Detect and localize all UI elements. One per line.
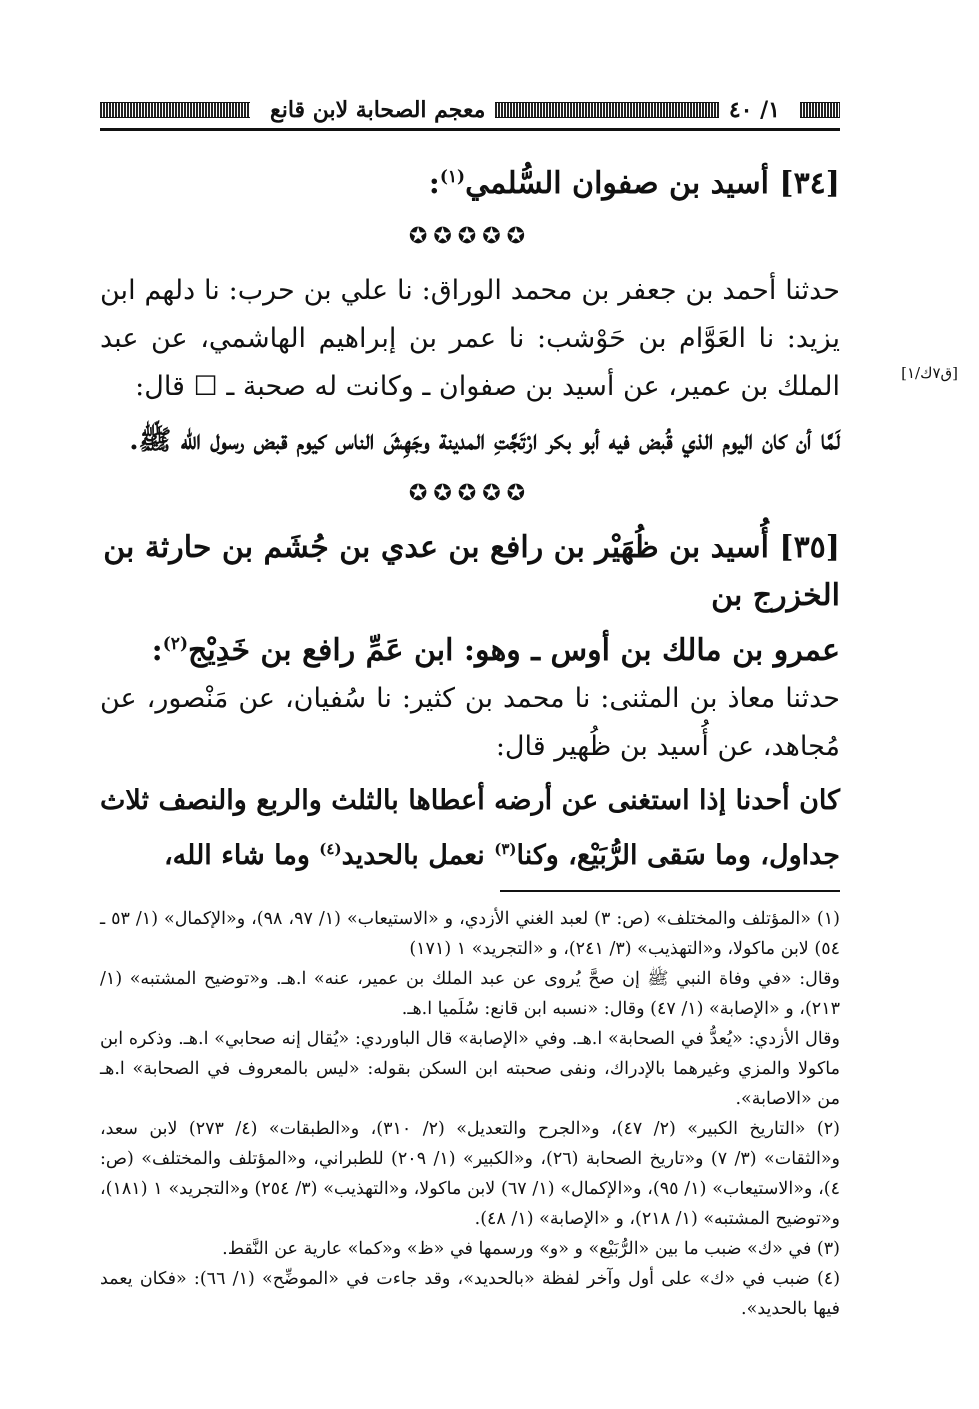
footnote-1-continued: وقال: «في وفاة النبي ﷺ إن صحَّ يُروى عن عبد الملك بن عمير، عنه» ا.هـ. و«توضيح المشتبه» (١/ ٢١٣)، و «الإصابة» (١/ ٤٧) وقال: «نسبه ابن قانع: سُلَميا ا.هـ. <box>100 969 840 1019</box>
page-number: ١/ ٤٠ <box>728 97 780 123</box>
footnote-4: (٤) ضبب في «ك» على أول وآخر لفظة «بالحديد»، وقد جاءت في «الموضِّح» (١/ ٦٦): «فكان يعمد فيها بالحديد». <box>100 1269 841 1319</box>
footnote-2: (٢) «التاريخ الكبير» (٢/ ٤٧)، و«الجرح والتعديل» (٢/ ٣١٠)، و«الطبقات» (٤/ ٢٧٣) لابن سعد، و«الثقات» (٣/ ٧) و«تاريخ الصحابة (٢٦)، و«الكبير» (١/ ٢٠٩) للطبراني، و«المؤتلف والمختلف» (ص: ٤)، و«الاستيعاب» (١/ ٩٥)، و«الإكمال» (١/ ٦٧) لابن ماكولا، و«التهذيب» (٣/ ٢٥٤) و«التجريد» ١ (١٨١)، و«توضيح المشتبه» (١/ ٢١٨)، و «الإصابة» (١/ ٤٨). <box>100 1119 841 1229</box>
footnote-ref-3[interactable]: (٣) <box>494 840 517 858</box>
manuscript-margin-note: [ق٧ك/١] <box>901 364 958 382</box>
book-title: معجم الصحابة لابن قانع <box>270 97 486 123</box>
footnote-ref-2[interactable]: (٢) <box>162 634 188 654</box>
footnote-ref-1[interactable]: (١) <box>439 167 466 187</box>
entry-35-title-line-1: [٣٥] أُسيد بن ظُهَيْر بن رافع بن عدي بن جُشَم بن حارثة بن الخزرج بن <box>103 530 840 613</box>
footnotes <box>100 904 840 1324</box>
footnote-1: (١) «المؤتلف والمختلف» (ص: ٣) لعبد الغني الأزدي، و «الاستيعاب» (١/ ٩٧، ٩٨)، و«الإكمال» (١/ ٥٣ ـ ٥٤) لابن ماكولا، و«التهذيب» (٣/ ٢٤١)، و «التجريد» ١ (١٧١) <box>100 909 840 959</box>
entry-35-matn: كان أحدنا إذا استغنى عن أرضه أعطاها بالثلث والربع والنصف ثلاث جداول، وما سَقى الرُّبَيْع، وكنا$^{(٣)}$ نعمل بالحديد$^{(٤)}$ وما شاء الله، <box>100 785 840 871</box>
entry-34-matn: لَمَّا أن كان اليوم الذي قُبض فيه أبو بكر ارْتَجَّتِ المدينة وجَهِشَ الناس كيوم قبض رسول الله ﷺ. <box>129 425 840 456</box>
star-divider: ✪✪✪✪✪ <box>408 481 532 506</box>
footnote-1-continued: وقال الأزدي: «يُعدُّ في الصحابة» ا.هـ. وفي «الإصابة» قال الباوردي: «يُقال إنه صحابي» ا.هـ. وذكره ابن ماكولا والمزي وغيرهما بالإدراك، ونفى صحبته ابن السكن بقوله: «ليس بالمعروف في الصحابة» ا.هـ من «الاصابة». <box>100 1029 840 1109</box>
entry-34-isnad: حدثنا أحمد بن جعفر بن محمد الوراق: نا علي بن حرب: نا دلهم ابن يزيد: نا العَوَّام بن حَوْشب: نا عمر بن إبراهيم الهاشمي، عن عبد الملك بن عمير، عن أسيد بن صفوان ـ وكانت له صحبة ـ ☐ قال: <box>100 275 840 402</box>
header-ornament-left <box>100 102 250 118</box>
star-divider: ✪✪✪✪✪ <box>408 224 532 249</box>
header-ornament-middle <box>495 102 718 118</box>
entry-34-title-colon: : <box>428 166 440 201</box>
header-ornament-right <box>800 102 840 118</box>
entry-35-title-line-2: عمرو بن مالك بن أوس ـ وهو: ابن عَمِّ رافع بن خَدِيْج$^{(٢)}$: <box>151 633 840 668</box>
entry-34-title <box>100 153 840 208</box>
footnote-separator <box>500 890 840 892</box>
entry-34-title-text: [٣٤] أسيد بن صفوان السُّلمي <box>465 166 840 201</box>
entry-35-isnad: حدثنا معاذ بن المثنى: نا محمد بن كثير: نا سُفيان، عن مَنْصور، عن مُجاهد، عن أُسيد بن ظُهير قال: <box>100 683 840 762</box>
footnote-ref-4[interactable]: (٤) <box>319 840 342 858</box>
page <box>100 92 840 1324</box>
running-header <box>100 92 840 131</box>
entry-35-title <box>100 524 840 675</box>
footnote-3: (٣) في «ك» ضبب ما بين «الرُّبَيْع» و «و» ورسمها في «ظ» و«كما» عارية عن النَّقط. <box>222 1239 840 1259</box>
